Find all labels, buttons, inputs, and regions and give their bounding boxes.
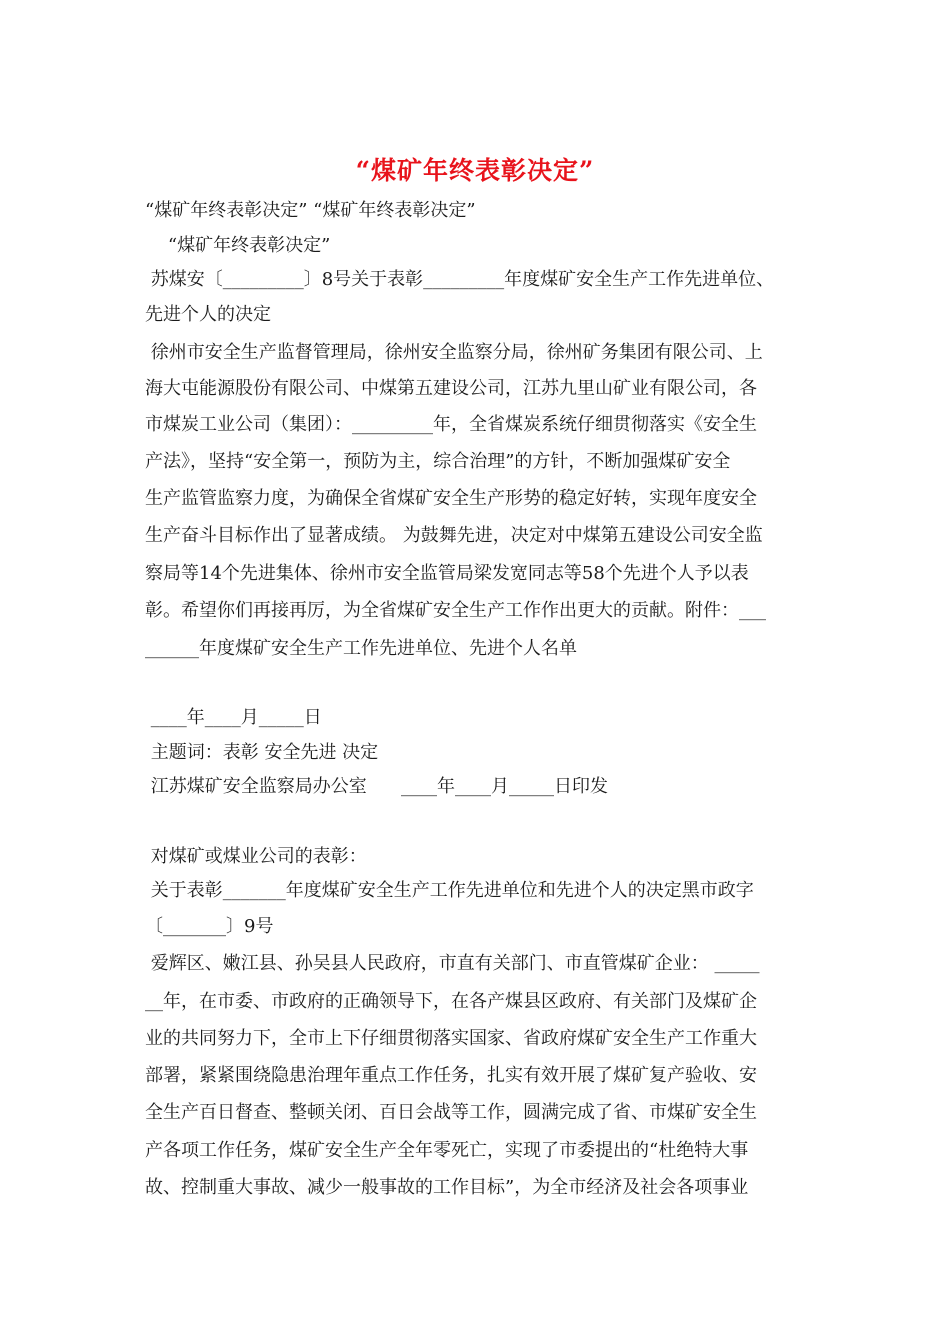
text-line: 爱辉区、嫩江县、孙吴县人民政府，市直有关部门、市直管煤矿企业： _____ (145, 953, 760, 974)
text-line: 生产奋斗目标作出了显著成绩。 为鼓舞先进，决定对中煤第五建设公司安全监 (145, 525, 763, 546)
text-line: 产法》，坚持“安全第一，预防为主，综合治理”的方针，不断加强煤矿安全 (145, 451, 731, 472)
text-line: “煤矿年终表彰决定” (145, 235, 331, 256)
text-line: 关于表彰_______年度煤矿安全生产工作先进单位和先进个人的决定黑市政字 (145, 880, 754, 901)
text-line: 全生产百日督查、整顿关闭、百日会战等工作，圆满完成了省、市煤矿安全生 (145, 1102, 757, 1123)
document-title: “煤矿年终表彰决定” (355, 156, 595, 185)
text-line: 市煤炭工业公司（集团）：_________年，全省煤炭系统仔细贯彻落实《安全生 (145, 414, 757, 435)
text-line: 部署，紧紧围绕隐患治理年重点工作任务，扎实有效开展了煤矿复产验收、安 (145, 1065, 757, 1086)
text-line: 察局等14个先进集体、徐州市安全监管局梁发宽同志等58个先进个人予以表 (145, 563, 749, 584)
text-line: 苏煤安〔_________〕8号关于表彰_________年度煤矿安全生产工作先进单位、 (145, 269, 775, 290)
text-line: 对煤矿或煤业公司的表彰： (145, 846, 367, 867)
text-line: 徐州市安全生产监督管理局，徐州安全监察分局，徐州矿务集团有限公司、上 (145, 342, 763, 363)
text-line: 生产监管监察力度，为确保全省煤矿安全生产形势的稳定好转，实现年度安全 (145, 488, 757, 509)
text-line: ______年度煤矿安全生产工作先进单位、先进个人名单 (145, 638, 577, 659)
text-line: 业的共同努力下，全市上下仔细贯彻落实国家、省政府煤矿安全生产工作重大 (145, 1028, 757, 1049)
text-line: __年，在市委、市政府的正确领导下，在各产煤县区政府、有关部门及煤矿企 (145, 991, 757, 1012)
text-line: 产各项工作任务，煤矿安全生产全年零死亡，实现了市委提出的“杜绝特大事 (145, 1140, 749, 1161)
text-line: 先进个人的决定 (145, 304, 271, 325)
text-line: 故、控制重大事故、减少一般事故的工作目标”，为全市经济及社会各项事业 (145, 1177, 749, 1198)
keywords-line: 主题词：表彰 安全先进 决定 (145, 742, 379, 763)
text-line: 海大屯能源股份有限公司、中煤第五建设公司，江苏九里山矿业有限公司，各 (145, 378, 757, 399)
text-line: “煤矿年终表彰决定” “煤矿年终表彰决定” (145, 200, 476, 221)
text-line: 〔_______〕9号 (145, 916, 274, 937)
issuer-line: 江苏煤矿安全监察局办公室 ____年____月_____日印发 (145, 776, 609, 797)
date-line: ____年____月_____日 (145, 707, 322, 728)
text-line: 彰。希望你们再接再厉，为全省煤矿安全生产工作作出更大的贡献。附件：___ (145, 600, 766, 621)
